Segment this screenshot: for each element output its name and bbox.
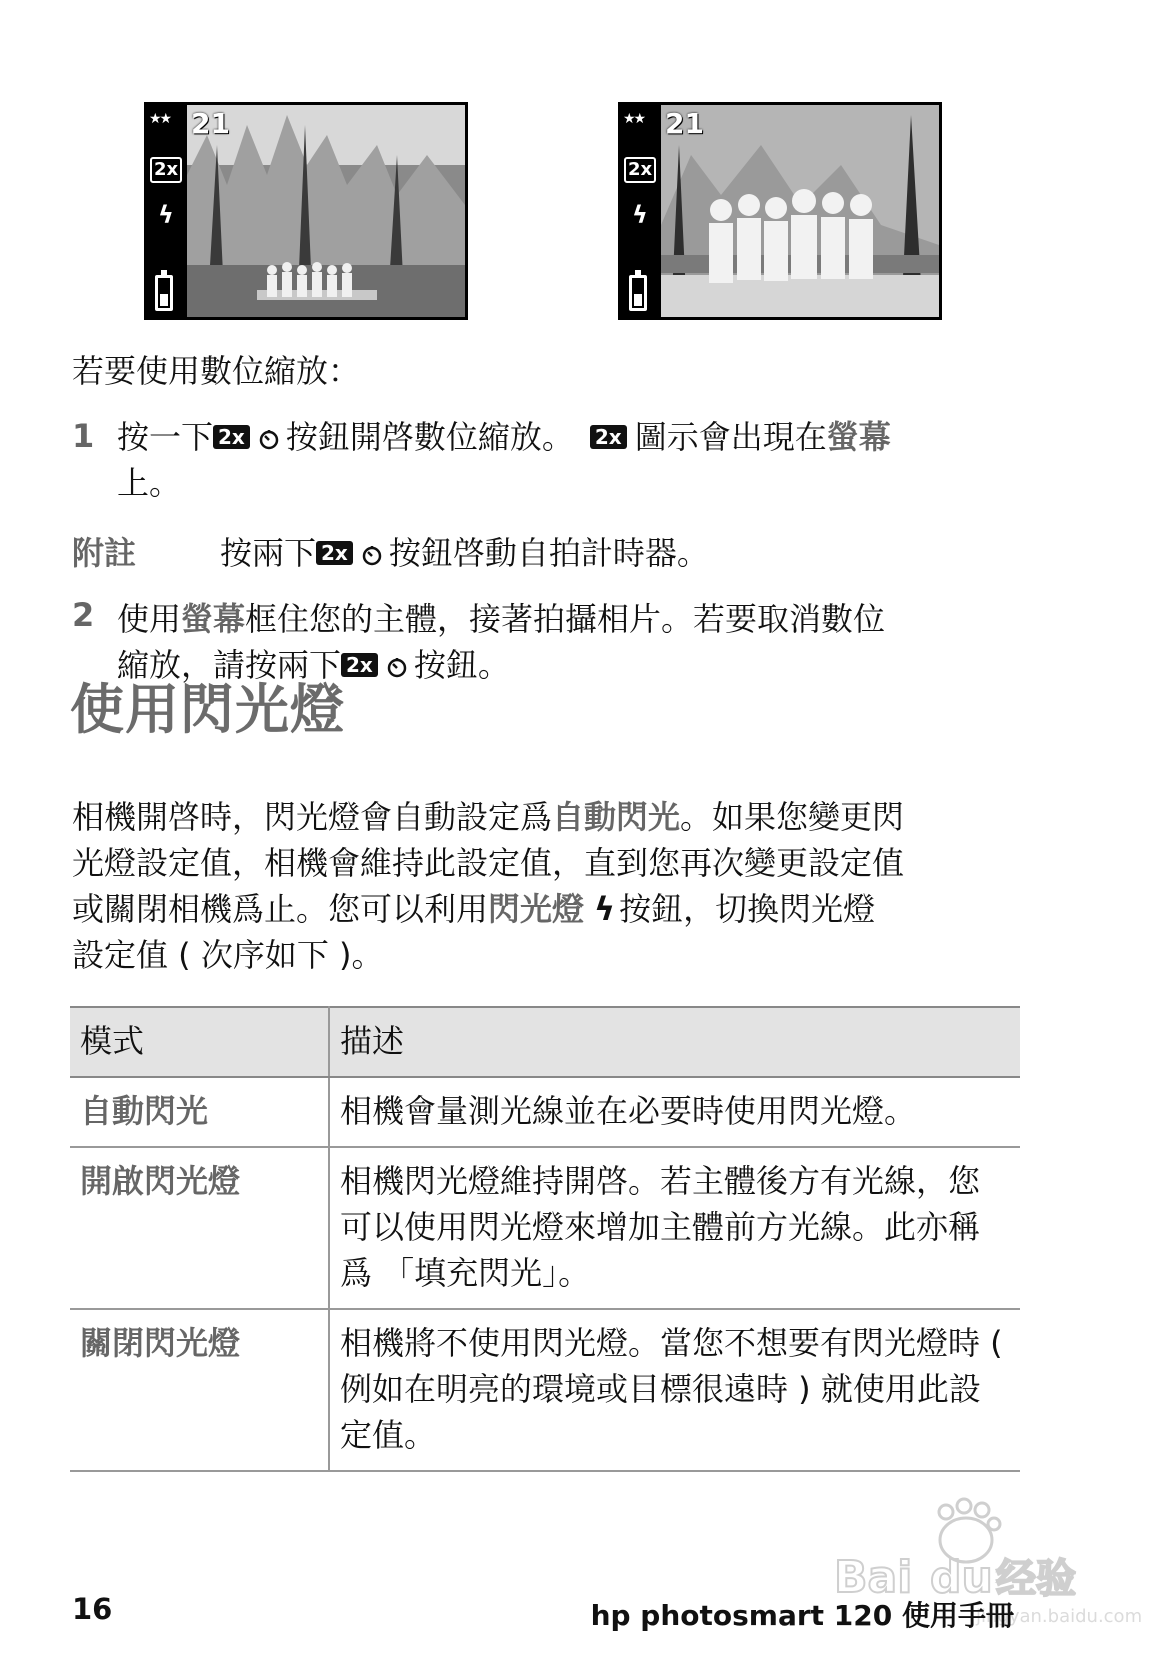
- para-line-3b: 按鈕，切換閃光燈: [619, 890, 876, 928]
- battery-icon: [155, 275, 173, 311]
- mode-description: 相機會量測光線並在必要時使用閃光燈。: [329, 1077, 1020, 1147]
- self-timer-icon: [386, 656, 408, 678]
- para-line-3a: 或關閉相機爲止。您可以利用: [72, 890, 489, 928]
- step-1-number: 1: [72, 417, 95, 455]
- svg-text:du: du: [930, 1552, 993, 1603]
- lcd-screen-wide: [144, 102, 468, 320]
- photo-count: 21: [665, 107, 704, 140]
- flash-button-term: 閃光燈: [488, 890, 585, 928]
- mode-name: 開啟閃光燈: [70, 1147, 329, 1309]
- zoom-2x-key-icon: 2x: [316, 541, 353, 565]
- lcd-screen-zoomed: [618, 102, 942, 320]
- step-2-screen-term: 螢幕: [181, 600, 246, 638]
- flash-paragraph: [72, 794, 1032, 978]
- step-2-part1: 使用: [117, 600, 182, 638]
- section-title: 使用閃光燈: [70, 678, 345, 741]
- table-row: [70, 1147, 1020, 1309]
- mode-name: 自動閃光: [70, 1077, 329, 1147]
- zoom-2x-icon: 2x: [150, 157, 182, 183]
- mode-description: 相機將不使用閃光燈。當您不想要有閃光燈時 ( 例如在明亮的環境或目標很遠時 ) 就使用此設定值。: [329, 1309, 1020, 1471]
- para-line-1b: 。如果您變更閃: [680, 798, 905, 836]
- mode-name: 關閉閃光燈: [70, 1309, 329, 1471]
- table-row: [70, 1309, 1020, 1471]
- self-timer-icon: [258, 428, 280, 450]
- svg-text:经验: 经验: [996, 1556, 1076, 1602]
- stars-icon: ★★: [149, 111, 171, 127]
- step-2-part2: 框住您的主體，接著拍攝相片。若要取消數位: [245, 600, 886, 638]
- svg-text:Bai: Bai: [834, 1552, 913, 1603]
- svg-text:jingyan.baidu.com: jingyan.baidu.com: [976, 1606, 1143, 1627]
- note-label: 附註: [72, 534, 137, 572]
- step-2-part3: 縮放，請按兩下: [117, 646, 342, 684]
- flash-modes-table: [70, 1006, 1020, 1472]
- note-part1: 按兩下: [220, 534, 317, 572]
- intro-text: 若要使用數位縮放：: [72, 352, 361, 390]
- note-text: [220, 530, 709, 576]
- note-part2: 按鈕啓動自拍計時器。: [388, 534, 709, 572]
- zoom-2x-icon: 2x: [624, 157, 656, 183]
- zoom-2x-key-icon: 2x: [590, 425, 627, 449]
- flash-icon: ϟ: [632, 201, 648, 229]
- step-2-number: 2: [72, 596, 95, 634]
- self-timer-icon: [361, 544, 383, 566]
- step-1-part3: 圖示會出現在: [634, 418, 827, 456]
- stars-icon: ★★: [623, 111, 645, 127]
- step-1-part1: 按一下: [117, 418, 214, 456]
- auto-flash-term: 自動閃光: [552, 798, 681, 836]
- header-mode: 模式: [70, 1007, 329, 1077]
- footer-title: hp photosmart 120 使用手冊: [590, 1599, 1014, 1632]
- step-1-part4: 上。: [117, 464, 182, 502]
- para-line-2: 光燈設定值，相機會維持此設定值，直到您再次變更設定值: [72, 844, 905, 882]
- header-description: 描述: [329, 1007, 1020, 1077]
- mode-description: 相機閃光燈維持開啓。若主體後方有光線，您可以使用閃光燈來增加主體前方光線。此亦稱爲 「填充閃光」。: [329, 1147, 1020, 1309]
- flash-icon: ϟ: [594, 890, 616, 928]
- step-1-text: [117, 414, 1017, 506]
- zoom-2x-key-icon: 2x: [213, 425, 250, 449]
- zoom-2x-key-icon: 2x: [341, 653, 378, 677]
- step-2-part4: 按鈕。: [413, 646, 510, 684]
- para-line-4: 設定值 ( 次序如下 )。: [72, 936, 384, 974]
- page-number: 16: [72, 1592, 113, 1626]
- table-row: [70, 1077, 1020, 1147]
- table-header-row: [70, 1007, 1020, 1077]
- para-line-1a: 相機開啓時，閃光燈會自動設定爲: [72, 798, 553, 836]
- photo-count: 21: [191, 107, 230, 140]
- step-1-part2: 按鈕開啓數位縮放。: [285, 418, 574, 456]
- battery-icon: [629, 275, 647, 311]
- flash-icon: ϟ: [158, 201, 174, 229]
- step-1-screen-term: 螢幕: [826, 418, 891, 456]
